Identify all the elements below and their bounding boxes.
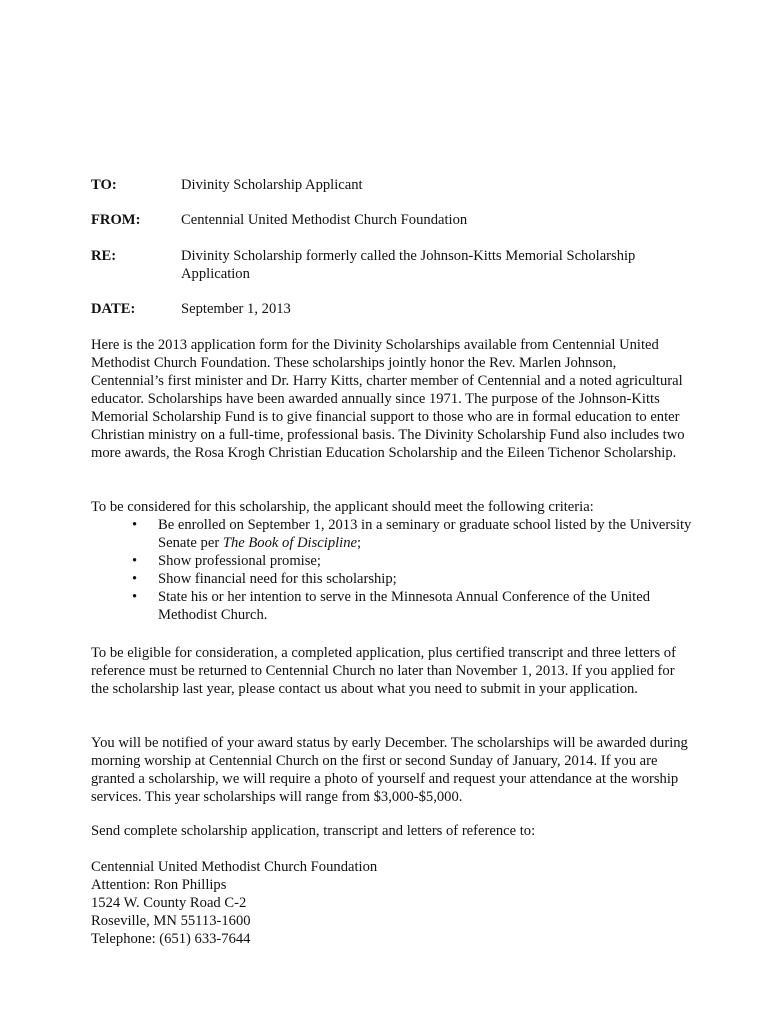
memo-date-label: DATE: [91,301,136,317]
criteria-item-intention [132,588,692,624]
eligibility-paragraph: To be eligible for consideration, a completed application, plus certified transcript and three letters of reference must be returned to Centennial Church no later than November 1, 2013. If you applied for the scholarship last year, please contact us about what you need to submit in your application. [91,645,676,697]
criteria-intro-paragraph: To be considered for this scholarship, the applicant should meet the following criteria: [91,499,594,515]
address-organization: Centennial United Methodist Church Foundation [91,859,378,875]
bullet-icon: • [132,571,138,587]
criteria-item-promise-text: Show professional promise; [158,553,321,569]
memo-re-label: RE: [91,248,117,264]
criteria-item-need-text: Show financial need for this scholarship; [158,571,397,587]
criteria-item-promise [132,552,692,570]
criteria-item-enrolled-text: Be enrolled on September 1, 2013 in a seminary or graduate school listed by the University Senate per [158,517,692,551]
notification-paragraph: You will be notified of your award status by early December. The scholarships will be awarded during morning worship at Centennial Church on the first or second Sunday of January, 2014. If you are granted a scholarship, we will require a photo of yourself and request your attendance at the worship services. This year scholarships will range from $3,000-$5,000. [91,735,688,805]
bullet-icon: • [132,553,138,569]
criteria-list [132,516,692,624]
intro-paragraph: Here is the 2013 application form for the Divinity Scholarships available from Centennial United Methodist Church Foundation. These scholarships jointly honor the Rev. Marlen Johnson, Centennial’s first minister and Dr. Harry Kitts, charter member of Centennial and a noted agricultural educator. Scholarships have been awarded annually since 1971. The purpose of the Johnson-Kitts Memorial Scholarship Fund is to give financial support to those who are in formal education to enter Christian ministry on a full-time, professional basis. The Divinity Scholarship Fund also includes two more awards, the Rosa Krogh Christian Education Scholarship and the Eileen Tichenor Scholarship. [91,337,685,461]
memo-re-value: Divinity Scholarship formerly called the Johnson-Kitts Memorial Scholarship Application [181,248,636,282]
mailing-address [91,858,591,948]
bullet-icon: • [132,517,138,533]
memo-from-label: FROM: [91,212,141,228]
criteria-item-intention-text: State his or her intention to serve in the Minnesota Annual Conference of the United Methodist Church. [158,589,651,623]
memo-to-label: TO: [91,177,117,193]
address-city-state-zip: Roseville, MN 55113-1600 [91,913,251,929]
criteria-item-enrolled-end: ; [357,535,362,551]
criteria-item-enrolled [132,516,692,552]
criteria-item-need [132,570,692,588]
address-telephone: Telephone: (651) 633-7644 [91,931,251,947]
book-of-discipline-title: The Book of Discipline [222,535,358,551]
send-instructions-paragraph: Send complete scholarship application, transcript and letters of reference to: [91,823,536,839]
memo-to-value: Divinity Scholarship Applicant [181,177,363,193]
bullet-icon: • [132,589,138,605]
address-attention: Attention: Ron Phillips [91,877,227,893]
memo-from-value: Centennial United Methodist Church Foundation [181,212,468,228]
address-street: 1524 W. County Road C-2 [91,895,247,911]
memo-date-value: September 1, 2013 [181,301,291,317]
